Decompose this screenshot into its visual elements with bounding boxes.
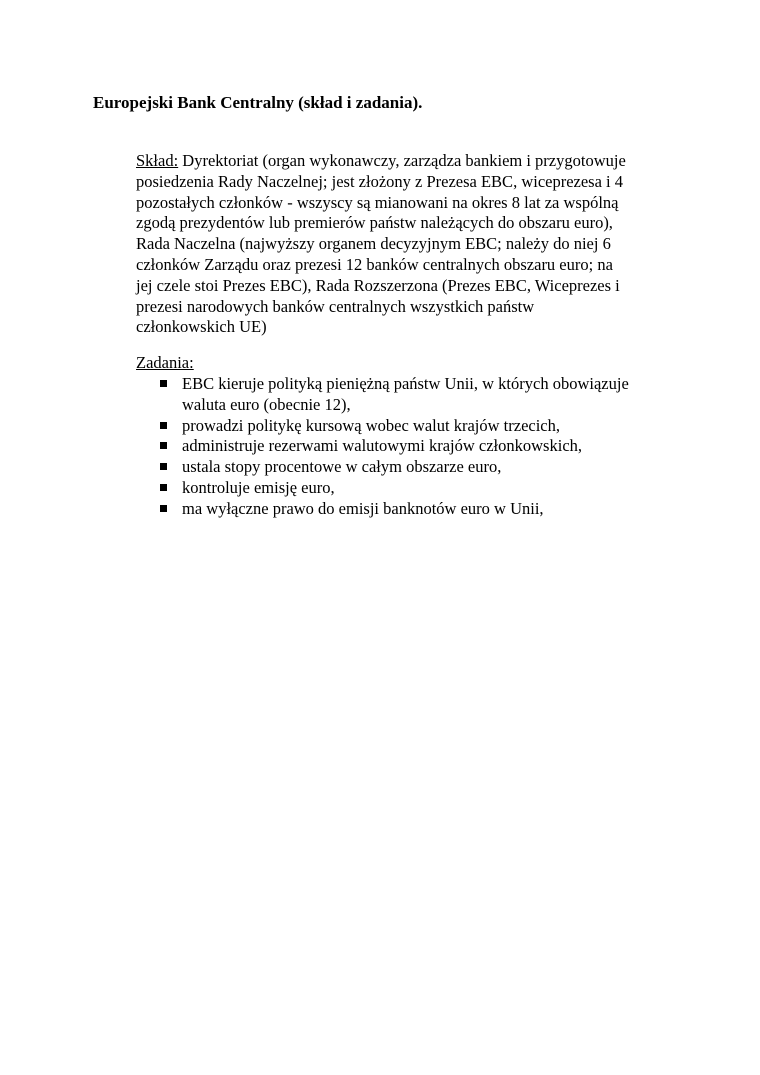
square-bullet-icon bbox=[160, 422, 167, 429]
sklad-line: członkowskich UE) bbox=[136, 317, 267, 337]
list-item-text: kontroluje emisję euro, bbox=[182, 477, 335, 497]
sklad-line: członków Zarządu oraz prezesi 12 banków centralnych obszaru euro; na bbox=[136, 254, 613, 274]
list-item-text: waluta euro (obecnie 12), bbox=[182, 394, 351, 414]
square-bullet-icon bbox=[160, 505, 167, 512]
list-item-text: ustala stopy procentowe w całym obszarze euro, bbox=[182, 457, 502, 477]
list-item-text: administruje rezerwami walutowymi krajów członkowskich, bbox=[182, 436, 583, 456]
sklad-line: prezesi narodowych banków centralnych wszystkich państw bbox=[136, 296, 535, 316]
sklad-line-1 bbox=[136, 151, 676, 172]
sklad-line: jej czele stoi Prezes EBC), Rada Rozszerzona (Prezes EBC, Wiceprezes i bbox=[136, 275, 620, 295]
square-bullet-icon bbox=[160, 484, 167, 491]
list-item bbox=[160, 478, 680, 499]
sklad-line: pozostałych członków - wszyscy są mianowani na okres 8 lat za wspólną bbox=[136, 192, 619, 212]
zadania-heading: Zadania: bbox=[136, 353, 194, 372]
sklad-line: posiedzenia Rady Naczelnej; jest złożony z Prezesa EBC, wiceprezesa i 4 bbox=[136, 171, 624, 191]
zadania-list bbox=[160, 374, 680, 520]
sklad-line: Rada Naczelna (najwyższy organem decyzyjnym EBC; należy do niej 6 bbox=[136, 234, 611, 254]
list-item-text: EBC kieruje polityką pieniężną państw Unii, w których obowiązuje bbox=[182, 374, 629, 393]
list-item bbox=[160, 499, 680, 520]
document-title: Europejski Bank Centralny (skład i zadania). bbox=[93, 93, 423, 112]
list-item bbox=[160, 457, 680, 478]
sklad-label: Skład: bbox=[136, 151, 179, 170]
list-item bbox=[160, 436, 680, 457]
square-bullet-icon bbox=[160, 380, 167, 387]
sklad-paragraph bbox=[136, 151, 676, 338]
square-bullet-icon bbox=[160, 463, 167, 470]
sklad-line: zgodą prezydentów lub premierów państw należących do obszaru euro), bbox=[136, 213, 613, 233]
square-bullet-icon bbox=[160, 442, 167, 449]
list-item-text: ma wyłączne prawo do emisji banknotów euro w Unii, bbox=[182, 498, 544, 518]
list-item bbox=[160, 374, 680, 416]
sklad-text: Dyrektoriat (organ wykonawczy, zarządza bankiem i przygotowuje bbox=[178, 151, 626, 170]
list-item bbox=[160, 416, 680, 437]
list-item-text: prowadzi politykę kursową wobec walut krajów trzecich, bbox=[182, 415, 560, 435]
